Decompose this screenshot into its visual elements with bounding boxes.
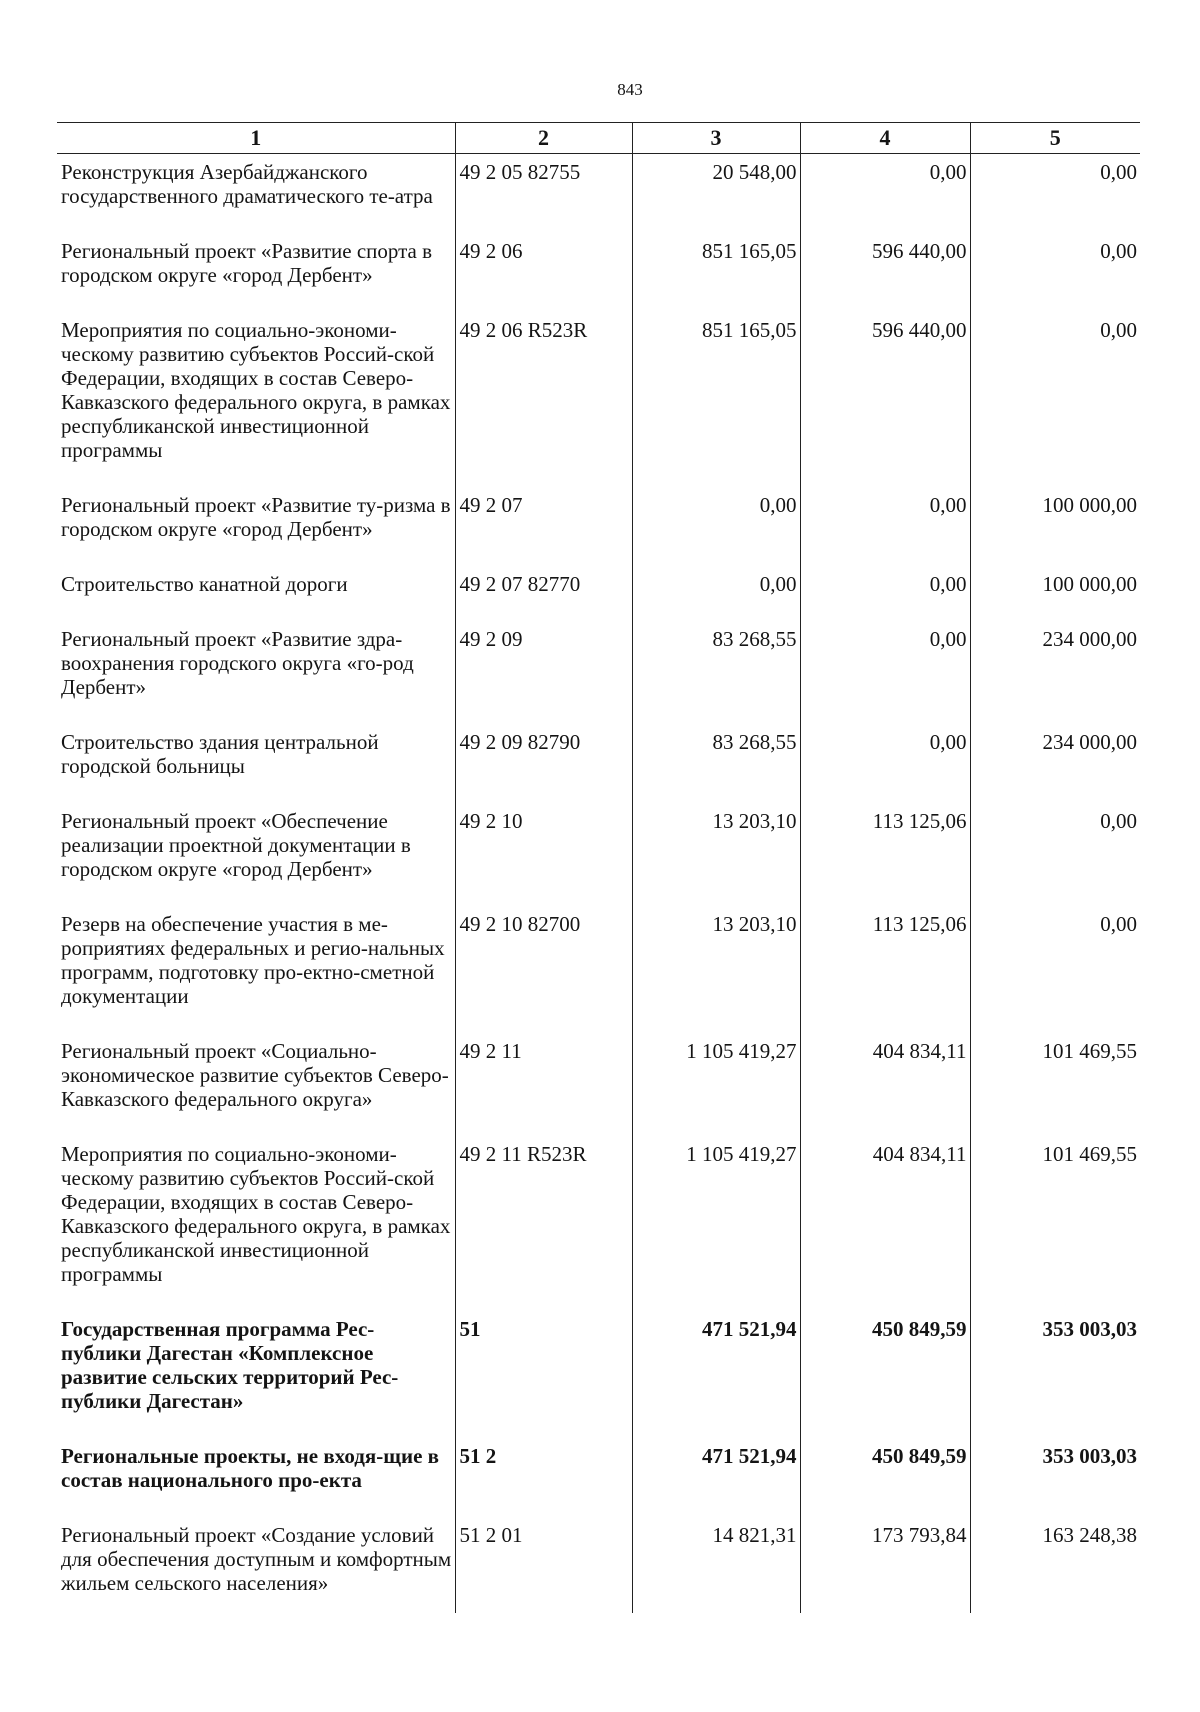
row-code-cell: 51 2 <box>455 1438 632 1517</box>
table-row <box>57 1517 1140 1613</box>
row-name-cell: Региональный проект «Социально-экономическое развитие субъектов Северо-Кавказского федерального округа» <box>61 1039 449 1111</box>
table-row <box>57 154 1140 234</box>
row-name-cell: Мероприятия по социально-экономи-ческому развитию субъектов Россий-ской Федерации, входящих в состав Северо-Кавказского федерального округа, в рамках республиканской инвестиционной программы <box>61 318 451 462</box>
row-name-cell: Государственная программа Рес-публики Дагестан «Комплексное развитие сельских территорий Рес-публики Дагестан» <box>61 1317 399 1413</box>
table-row <box>57 724 1140 803</box>
row-name-cell: Реконструкция Азербайджанского государственного драматического те-атра <box>61 160 433 208</box>
header-col-3: 3 <box>632 123 800 154</box>
row-col3-value: 851 165,05 <box>632 233 800 312</box>
table-row <box>57 906 1140 1033</box>
row-col4-value: 450 849,59 <box>800 1311 970 1438</box>
row-col3-value: 851 165,05 <box>632 312 800 487</box>
row-col4-value: 0,00 <box>800 724 970 803</box>
row-code-cell: 49 2 11 <box>455 1033 632 1136</box>
table-body <box>57 154 1140 1614</box>
row-code-cell: 49 2 10 82700 <box>455 906 632 1033</box>
header-row <box>57 123 1140 154</box>
row-col5-value: 101 469,55 <box>970 1136 1140 1311</box>
row-col5-value: 0,00 <box>970 233 1140 312</box>
row-code-cell: 49 2 05 82755 <box>455 154 632 234</box>
table-row <box>57 566 1140 621</box>
page-number: 843 <box>617 80 643 99</box>
row-col5-value: 234 000,00 <box>970 621 1140 724</box>
row-name-cell: Строительство канатной дороги <box>61 572 348 596</box>
header-col-5: 5 <box>970 123 1140 154</box>
row-name-cell: Региональный проект «Обеспечение реализации проектной документации в городском округе «город Дербент» <box>61 809 411 881</box>
row-col4-value: 404 834,11 <box>800 1136 970 1311</box>
row-col4-value: 0,00 <box>800 154 970 234</box>
row-code-cell: 49 2 09 <box>455 621 632 724</box>
row-col4-value: 0,00 <box>800 621 970 724</box>
row-col3-value: 20 548,00 <box>632 154 800 234</box>
row-col4-value: 113 125,06 <box>800 906 970 1033</box>
row-name-cell: Региональные проекты, не входя-щие в состав национального про-екта <box>61 1444 439 1492</box>
row-col3-value: 83 268,55 <box>632 724 800 803</box>
row-col5-value: 234 000,00 <box>970 724 1140 803</box>
row-col4-value: 596 440,00 <box>800 233 970 312</box>
row-code-cell: 49 2 06 R523R <box>455 312 632 487</box>
table-row <box>57 233 1140 312</box>
row-col5-value: 353 003,03 <box>970 1438 1140 1517</box>
row-col3-value: 471 521,94 <box>632 1438 800 1517</box>
header-col-1: 1 <box>57 123 455 154</box>
row-col5-value: 163 248,38 <box>970 1517 1140 1613</box>
row-col4-value: 596 440,00 <box>800 312 970 487</box>
table-row <box>57 1033 1140 1136</box>
row-col3-value: 13 203,10 <box>632 803 800 906</box>
row-col5-value: 0,00 <box>970 803 1140 906</box>
row-name-cell: Региональный проект «Развитие здра-воохранения городского округа «го-род Дербент» <box>61 627 414 699</box>
row-col4-value: 113 125,06 <box>800 803 970 906</box>
table-row <box>57 312 1140 487</box>
row-col5-value: 353 003,03 <box>970 1311 1140 1438</box>
row-col3-value: 471 521,94 <box>632 1311 800 1438</box>
row-name-cell: Резерв на обеспечение участия в ме-роприятиях федеральных и регио-нальных программ, подготовку про-ектно-сметной документации <box>61 912 445 1008</box>
row-col3-value: 1 105 419,27 <box>632 1136 800 1311</box>
row-col4-value: 450 849,59 <box>800 1438 970 1517</box>
row-name-cell: Мероприятия по социально-экономи-ческому развитию субъектов Россий-ской Федерации, входящих в состав Северо-Кавказского федерального округа, в рамках республиканской инвестиционной программы <box>61 1142 451 1286</box>
row-code-cell: 49 2 09 82790 <box>455 724 632 803</box>
row-code-cell: 49 2 10 <box>455 803 632 906</box>
row-code-cell: 51 <box>455 1311 632 1438</box>
row-code-cell: 49 2 07 82770 <box>455 566 632 621</box>
row-code-cell: 49 2 07 <box>455 487 632 566</box>
row-col3-value: 13 203,10 <box>632 906 800 1033</box>
table-row <box>57 1438 1140 1517</box>
row-name-cell: Региональный проект «Развитие ту-ризма в городском округе «город Дербент» <box>61 493 451 541</box>
row-code-cell: 49 2 06 <box>455 233 632 312</box>
row-name-cell: Региональный проект «Развитие спорта в городском округе «город Дербент» <box>61 239 433 287</box>
row-col3-value: 0,00 <box>632 566 800 621</box>
row-name-cell: Региональный проект «Создание условий для обеспечения доступным и комфортным жильем сельского населения» <box>61 1523 452 1595</box>
row-col4-value: 0,00 <box>800 487 970 566</box>
row-code-cell: 51 2 01 <box>455 1517 632 1613</box>
row-col5-value: 0,00 <box>970 312 1140 487</box>
table-row <box>57 487 1140 566</box>
row-col5-value: 101 469,55 <box>970 1033 1140 1136</box>
row-col3-value: 14 821,31 <box>632 1517 800 1613</box>
table-row <box>57 1136 1140 1311</box>
row-col4-value: 0,00 <box>800 566 970 621</box>
row-col5-value: 0,00 <box>970 906 1140 1033</box>
row-col5-value: 0,00 <box>970 154 1140 234</box>
row-col5-value: 100 000,00 <box>970 487 1140 566</box>
table-row <box>57 621 1140 724</box>
row-col5-value: 100 000,00 <box>970 566 1140 621</box>
row-col4-value: 173 793,84 <box>800 1517 970 1613</box>
table-row <box>57 803 1140 906</box>
row-col3-value: 0,00 <box>632 487 800 566</box>
budget-table <box>57 122 1140 1613</box>
row-col3-value: 1 105 419,27 <box>632 1033 800 1136</box>
row-code-cell: 49 2 11 R523R <box>455 1136 632 1311</box>
header-col-4: 4 <box>800 123 970 154</box>
row-col3-value: 83 268,55 <box>632 621 800 724</box>
row-col4-value: 404 834,11 <box>800 1033 970 1136</box>
table-row <box>57 1311 1140 1438</box>
header-col-2: 2 <box>455 123 632 154</box>
row-name-cell: Строительство здания центральной городской больницы <box>61 730 379 778</box>
